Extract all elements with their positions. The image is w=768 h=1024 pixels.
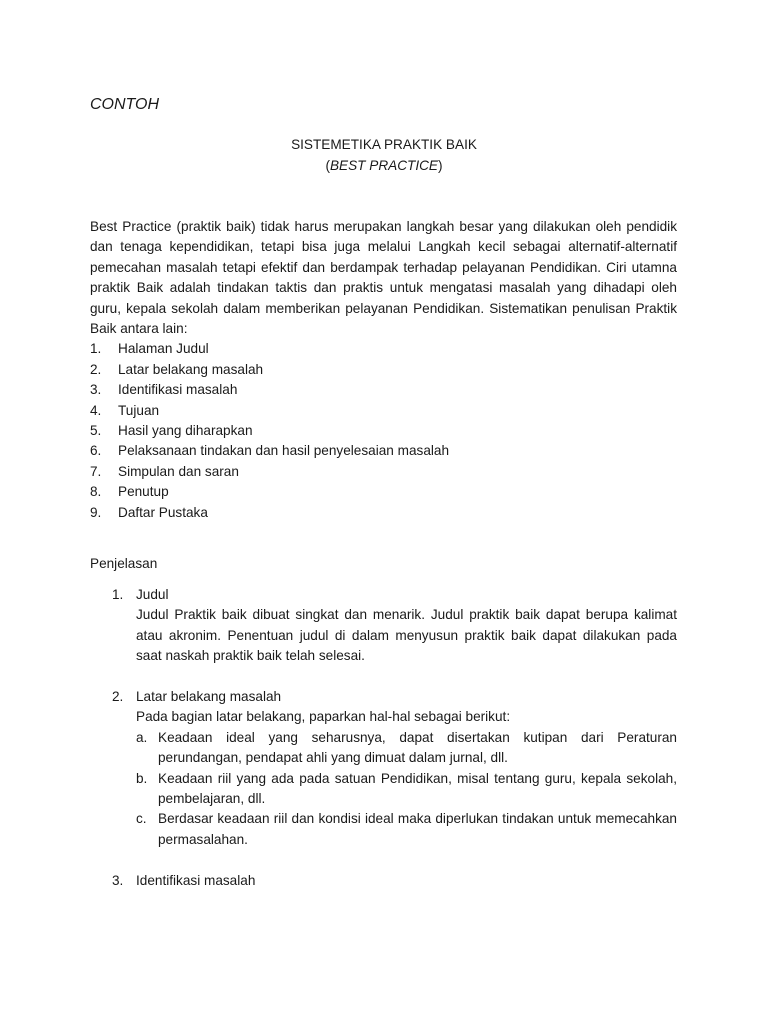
intro-paragraph: Best Practice (praktik baik) tidak harus merupakan langkah besar yang dilakukan oleh pendidik dan tenaga kependidikan, tetapi bisa juga melalui Langkah kecil sebagai alternatif-alternatif pemecahan masalah tetapi efektif dan berdampak terhadap pelayanan Pendidikan. Ciri utamna praktik Baik adalah tindakan taktis dan praktis untuk mengatasi masalah yang dihadapi oleh guru, kepala sekolah dalam memberikan pelayanan Pendidikan. Sistematikan penulisan Praktik Baik antara lain:: [90, 219, 677, 337]
section-latar-belakang: [112, 687, 677, 850]
document-title: SISTEMETIKA PRAKTIK BAIK: [291, 137, 477, 152]
section-identifikasi: [112, 871, 677, 891]
list-item: c. Berdasar keadaan riil dan kondisi ideal maka diperlukan tindakan untuk memecahkan permasalahan.: [136, 811, 677, 847]
list-item: 2. Latar belakang masalah: [90, 361, 264, 377]
section-heading: 3. Identifikasi masalah: [112, 873, 256, 888]
list-item: 6. Pelaksanaan tindakan dan hasil penyelesaian masalah: [90, 443, 450, 459]
section-heading: 1. Judul: [112, 587, 169, 602]
section-body: Pada bagian latar belakang, paparkan hal-hal sebagai berikut: a. Keadaan ideal yang seharusnya, dapat disertakan kutipan dari Peraturan perundangan, pendapat ahli yang dimuat dalam jurnal, dll. b. Keadaan riil yang ada pada satuan Pendidikan, misal tentang guru, kepala sekolah, pembelajaran, dll. c. Berdasar keadaan riil dan kondisi ideal maka diperlukan tindakan untuk memecahkan permasalahan.: [136, 707, 677, 850]
contoh-label: CONTOH: [90, 96, 160, 113]
list-item: 3. Identifikasi masalah: [90, 382, 238, 398]
subtitle-italic: BEST PRACTICE: [329, 158, 438, 173]
intro-block: [90, 217, 677, 523]
list-item: 1. Halaman Judul: [90, 341, 209, 357]
list-item: 7. Simpulan dan saran: [90, 463, 239, 479]
document-subtitle: (BEST PRACTICE): [325, 158, 443, 173]
sub-list: [136, 728, 677, 850]
list-item: 8. Penutup: [90, 484, 169, 500]
list-item: b. Keadaan riil yang ada pada satuan Pendidikan, misal tentang guru, kepala sekolah, pembelajaran, dll.: [136, 770, 677, 807]
list-item: a. Keadaan ideal yang seharusnya, dapat disertakan kutipan dari Peraturan perundangan, pendapat ahli yang dimuat dalam jurnal, dll.: [136, 729, 677, 766]
section-body: Judul Praktik baik dibuat singkat dan menarik. Judul praktik baik dapat berupa kalimat atau akronim. Penentuan judul di dalam menyusun praktik baik dapat dilakukan pada saat naskah praktik baik telah selesai.: [136, 607, 677, 664]
section-judul: [112, 585, 677, 667]
list-item: 9. Daftar Pustaka: [90, 504, 208, 520]
section-heading: 2. Latar belakang masalah: [112, 689, 282, 704]
list-item: 4. Tujuan: [90, 402, 160, 418]
list-item: 5. Hasil yang diharapkan: [90, 423, 253, 439]
penjelasan-heading: Penjelasan: [90, 556, 158, 571]
outline-list: [90, 339, 677, 523]
